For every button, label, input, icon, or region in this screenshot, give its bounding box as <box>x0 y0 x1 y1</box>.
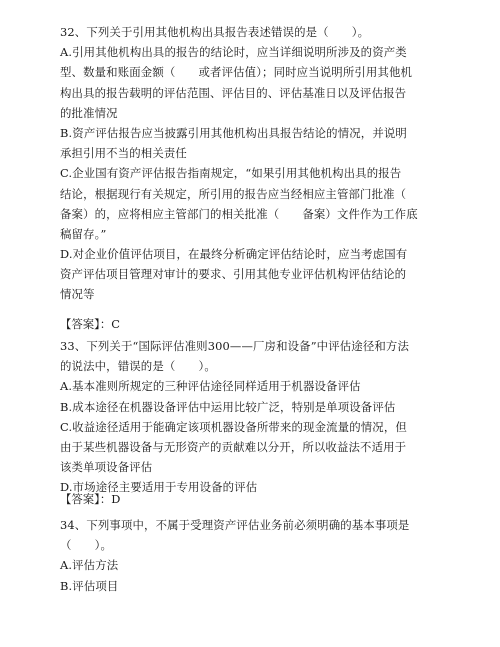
option-c-text: 稿留存。” <box>60 226 107 241</box>
option-b: B.成本途径在机器设备评估中运用比较广泛，特别是单项设备评估 <box>60 399 396 414</box>
option-c: C.企业国有资产评估报告指南规定，“如果引用其他机构出具的报告 <box>60 166 402 181</box>
answer-33: 【答案】：D <box>60 492 121 506</box>
question-stem: 32、下列关于引用其他机构出具报告表述错误的是（ ）。 <box>60 25 370 39</box>
option-a: A.引用其他机构出具的报告的结论时，应当详细说明所涉及的资产类 <box>60 45 407 60</box>
question-stem: （ ）。 <box>60 538 113 553</box>
question-stem: 34、下列事项中，不属于受理资产评估业务前必须明确的基本事项是 <box>60 518 410 532</box>
answer-32: 【答案】：C <box>60 317 120 331</box>
question-32 <box>60 22 445 305</box>
option-c: C.收益途径适用于能确定该项机器设备所带来的现金流量的情况，但 <box>60 419 407 434</box>
option-c-text: 备案）的，应将相应主管部门的相关批准（ 备案）文件作为工作底 <box>60 206 418 221</box>
question-stem: 的说法中，错误的是（ ）。 <box>60 359 216 374</box>
option-c-text: 该类单项设备评估 <box>60 460 153 475</box>
question-34 <box>60 515 445 596</box>
option-a: A.基本准则所规定的三种评估途径同样适用于机器设备评估 <box>60 379 361 394</box>
option-d: D.市场途径主要适用于专用设备的评估 <box>60 480 258 495</box>
option-c-text: 结论，根据现行有关规定，所引用的报告应当经相应主管部门批准（ <box>60 186 407 201</box>
option-a: A.评估方法 <box>60 558 119 573</box>
option-a-text: 构出具的报告载明的评估范围、评估目的、评估基准日以及评估报告 <box>60 85 407 100</box>
question-stem: 33、下列关于“国际评估准则300——厂房和设备”中评估途径和方法 <box>60 339 409 353</box>
option-d: D.对企业价值评估项目，在最终分析确定评估结论时，应当考虑国有 <box>60 247 408 262</box>
option-c-text: 由于某些机器设备与无形资产的贡献难以分开，所以收益法不适用于 <box>60 439 407 454</box>
option-b: B.资产评估报告应当披露引用其他机构出具报告结论的情况，并说明 <box>60 125 407 140</box>
option-b: B.评估项目 <box>60 578 119 593</box>
question-33 <box>60 336 445 498</box>
option-d-text: 资产评估项目管理对审计的要求、引用其他专业评估机构评估结论的 <box>60 267 407 282</box>
option-b-text: 承担引用不当的相关责任 <box>60 146 187 161</box>
option-d-text: 情况等 <box>60 287 95 302</box>
option-a-text: 型、数量和账面金额（ 或者评估值）；同时应当说明所引用其他机 <box>60 65 413 80</box>
option-a-text: 的批准情况 <box>60 105 118 120</box>
